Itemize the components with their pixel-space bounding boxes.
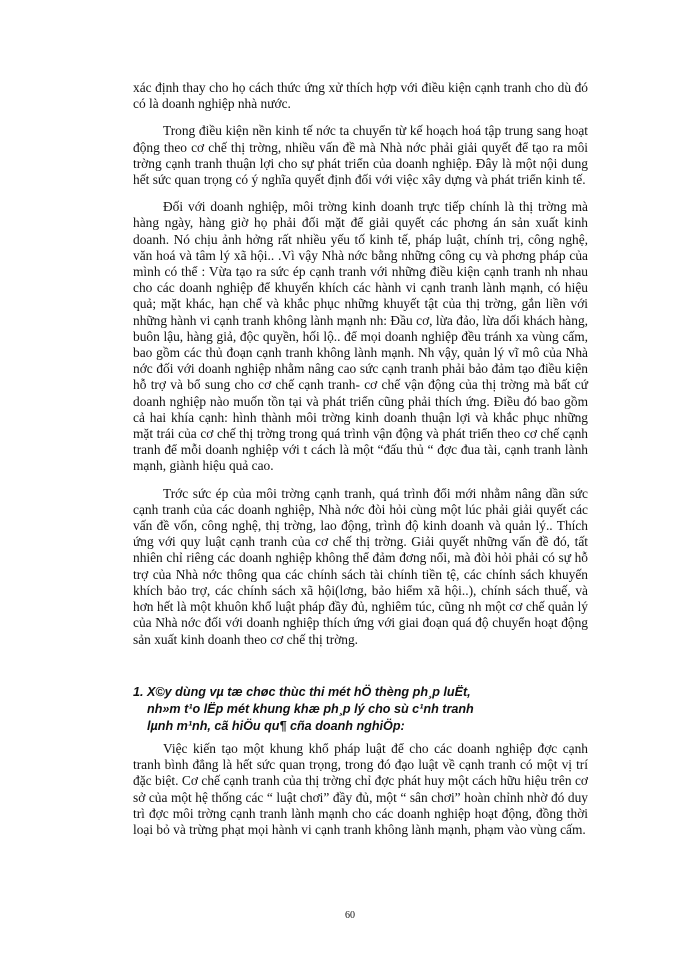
paragraph-competitive-pressure: Trớc sức ép của môi trờng cạnh tranh, quá trình đổi mới nhằm nâng dần sức cạnh tranh của các doanh nghiệp, Nhà nớc đòi hỏi cùng một lúc phải giải quyết các vấn đề vốn, công nghệ, thị trờng, lao động, trình độ kinh doanh và quản lý.. Thích ứng với quy luật cạnh tranh của cơ chế thị trờng. Giải quyết những vấn đề đó, tất nhiên chỉ riêng các doanh nghiệp không thể đảm đơng nổi, mà đòi hỏi phải có sự hỗ trợ của Nhà nớc thông qua các chính sách tài chính tiền tệ, các chính sách khuyến khích bảo trợ, các chính sách xã hội(lơng, bảo hiểm xã hội..), chính sách thuế, và hơn hết là một khuôn khổ luật pháp đầy đủ, nghiêm túc, cũng nh một cơ chế quản lý của Nhà nớc đối với doanh nghiệp thích ứng với giai đoạn quá độ chuyển hoạt động sản xuất kinh doanh theo cơ chế thị trờng.: [133, 485, 588, 647]
paragraph-market-conditions: Trong điều kiện nền kinh tế nớc ta chuyển từ kế hoạch hoá tập trung sang hoạt động theo cơ chế thị trờng, nhiều vấn đề mà Nhà nớc phải giải quyết để tạo ra môi trờng cạnh tranh thuận lợi cho sự phát triển của doanh nghiệp. Đây là một nội dung hết sức quan trọng có ý nghĩa quyết định đối với việc xây dựng và phát triển kinh tế.: [133, 123, 588, 188]
heading-line-1: 1. X©y dùng vµ tæ chøc thùc thi mét hÖ thèng ph¸p luËt,: [133, 685, 471, 699]
paragraph-legal-framework: Việc kiến tạo một khung khổ pháp luật để cho các doanh nghiệp đợc cạnh tranh bình đẳng là hết sức quan trọng, trong đó đạo luật về cạnh tranh có một vị trí đặc biệt. Cơ chế cạnh tranh của thị trờng chỉ đợc phát huy một cách hữu hiệu trên cơ sở của một hệ thống các “ luật chơi” đầy đủ, một “ sân chơi” hoàn chỉnh nhờ đó duy trì đợc môi trờng cạnh tranh lành mạnh cho các doanh nghiệp hoạt động, đồng thời loại bỏ và trừng phạt mọi hành vi cạnh tranh không lành mạnh, phạm vào vùng cấm.: [133, 741, 588, 838]
body-text-bottom: [133, 741, 588, 849]
heading-line-3: lµnh m¹nh, cã hiÖu qu¶ cña doanh nghiÖp:: [147, 719, 405, 733]
section-heading: [133, 684, 593, 735]
paragraph-continuation: xác định thay cho họ cách thức ứng xử thích hợp với điều kiện cạnh tranh cho dù đó có là doanh nghiệp nhà nước.: [133, 80, 588, 112]
body-text-top: [133, 80, 588, 659]
page-number: 60: [345, 910, 355, 921]
heading-line-2: nh»m t¹o lËp mét khung khæ ph¸p lý cho sù c¹nh tranh: [147, 702, 474, 716]
paragraph-business-environment: Đối với doanh nghiệp, môi trờng kinh doanh trực tiếp chính là thị trờng mà hàng ngày, hàng giờ họ phải đối mặt để giải quyết các phơng án sản xuất kinh doanh. Nó chịu ảnh hởng rất nhiều yếu tố kinh tế, pháp luật, chính trị, công nghệ, văn hoá và tâm lý xã hội.. .Vì vậy Nhà nớc bằng những công cụ và phơng pháp của mình có thể : Vừa tạo ra sức ép cạnh tranh với những điều kiện cạnh tranh nh nhau cho các doanh nghiệp để khuyến khích các hành vi cạnh tranh lành mạnh, có hiệu quả; mặt khác, hạn chế và khắc phục những khuyết tật của thị trờng, gắn liền với những hành vi cạnh tranh không lành mạnh nh: Đầu cơ, lừa đảo, lừa dối khách hàng, buôn lậu, hàng giả, độc quyền, hối lộ.. để mọi doanh nghiệp đều tránh xa vùng cấm, bao gồm các thủ đoạn cạnh tranh không lành mạnh. Nh vậy, quản lý vĩ mô của Nhà nớc đối với doanh nghiệp nhằm nâng cao sức cạnh tranh phải bảo đảm tạo điều kiện hỗ trợ và bổ sung cho cơ chế cạnh tranh- cơ chế vận động của thị trờng mà bất cứ doanh nghiệp nào muốn tồn tại và phát triển cũng phải thích ứng. Điều đó bao gồm cả hai khía cạnh: hình thành môi trờng kinh doanh thuận lợi và khắc phục những mặt trái của cơ chế thị trờng trong quá trình vận động và phát triển theo cơ chế cạnh tranh để mỗi doanh nghiệp với t cách là một “đấu thủ “ đợc đua tài, cạnh tranh lành mạnh, giành hiệu quả cao.: [133, 199, 588, 474]
